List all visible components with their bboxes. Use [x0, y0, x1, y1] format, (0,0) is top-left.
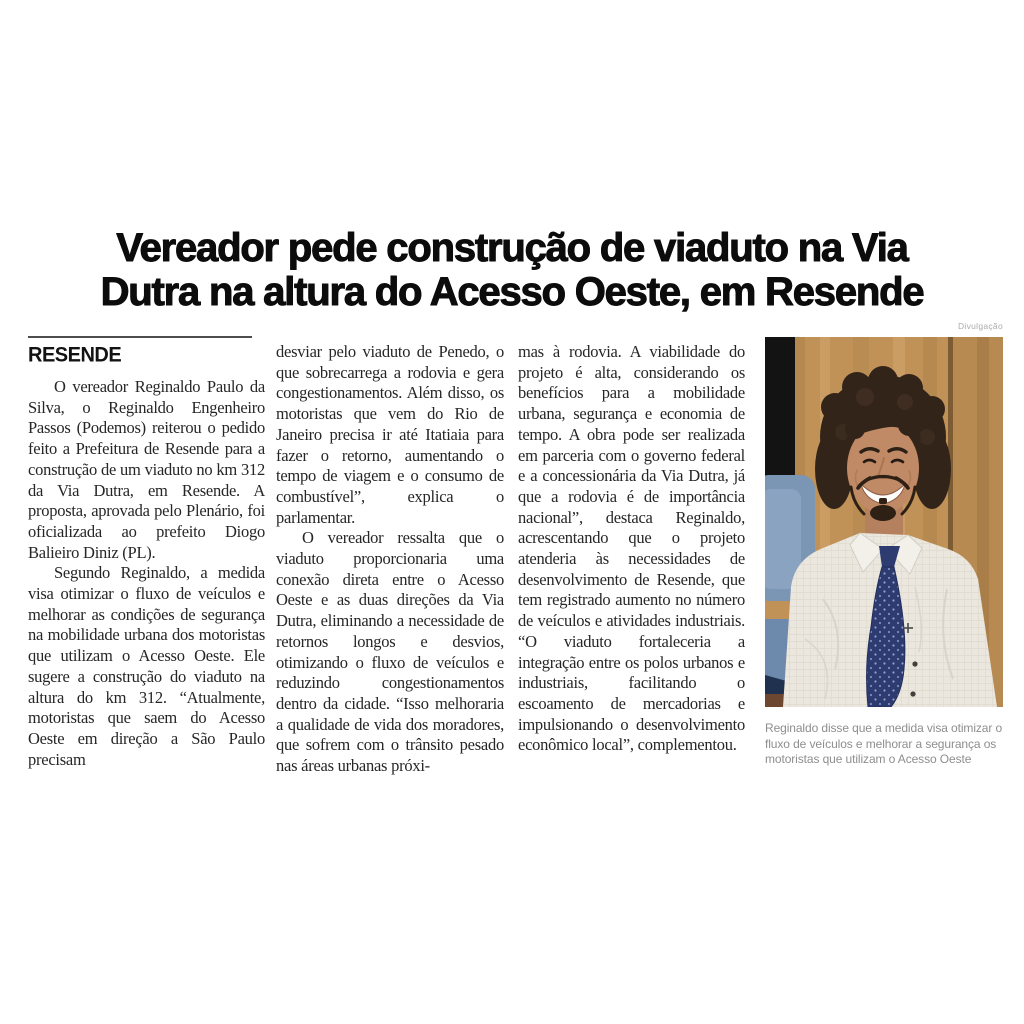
- article-paragraph: Segundo Reginaldo, a medida visa otimizar o fluxo de veículos e melhorar as condições de segurança na mobilidade urbana dos motoristas que utilizam o Acesso Oeste. Ele sugere a construção do viaduto na altura do km 312. “Atualmente, motoristas que saem do Acesso Oeste em direção a São Paulo precisam: [28, 563, 265, 769]
- article-column-3: [518, 342, 745, 756]
- section-rule: [28, 336, 252, 338]
- dark-edge: [765, 337, 795, 487]
- page-title: [22, 226, 1002, 314]
- article-paragraph: O vereador Reginaldo Paulo da Silva, o Reginaldo Engenheiro Passos (Podemos) reiterou o pedido feito a Prefeitura de Resende para a construção de um viaduto no km 312 da Via Dutra, em Resende. A proposta, aprovada pelo Plenário, foi oficializada ao prefeito Diogo Balieiro Diniz (PL).: [28, 377, 265, 562]
- article-paragraph: desviar pelo viaduto de Penedo, o que sobrecarrega a rodovia e gera congestionamentos. Além disso, os motoristas que vem do Rio de Janeiro precisa ir até Itatiaia para fazer o retorno, aumentando o tempo de viagem e o consumo de combustível”, explica o parlamentar.: [276, 342, 504, 527]
- portrait-photo: [765, 337, 1003, 707]
- article-column-2: [276, 342, 504, 777]
- photo-caption: Reginaldo disse que a medida visa otimizar o fluxo de veículos e melhorar a segurança os motoristas que utilizam o Acesso Oeste: [765, 721, 1003, 766]
- shirt-button: [912, 661, 917, 666]
- face: [845, 412, 921, 521]
- section-label: RESENDE: [28, 343, 122, 367]
- headline-line-2: Dutra na altura do Acesso Oeste, em Resende: [100, 270, 924, 314]
- article-paragraph: mas à rodovia. A viabilidade do projeto é alta, considerando os benefícios para a mobilidade urbana, segurança e economia de tempo. A obra pode ser realizada em parceria com o governo federal e a concessionária da Via Dutra, já que a rodovia é de importância nacional”, destaca Reginaldo, acrescentando que o projeto atenderia às necessidades de desenvolvimento de Resende, que tem registrado aumento no número de veículos e atividades industriais. “O viaduto fortaleceria a integração entre os polos urbanos e industriais, facilitando o escoamento de mercadorias e impulsionando o desenvolvimento econômico local”, complementou.: [518, 342, 745, 755]
- photo-credit: Divulgação: [957, 321, 1003, 331]
- article-column-1: [28, 377, 265, 770]
- shirt-button: [910, 691, 915, 696]
- headline-line-1: Vereador pede construção de viaduto na Via: [116, 226, 908, 270]
- article-paragraph: O vereador ressalta que o viaduto proporcionaria uma conexão direta entre o Acesso Oeste e as duas direções da Via Dutra, eliminando a necessidade de retornos longos e desvios, otimizando o fluxo de veículos e reduzindo congestionamentos dentro da cidade. “Isso melhoraria a qualidade de vida dos moradores, que sofrem com o trânsito pesado nas áreas urbanas próxi-: [276, 528, 504, 776]
